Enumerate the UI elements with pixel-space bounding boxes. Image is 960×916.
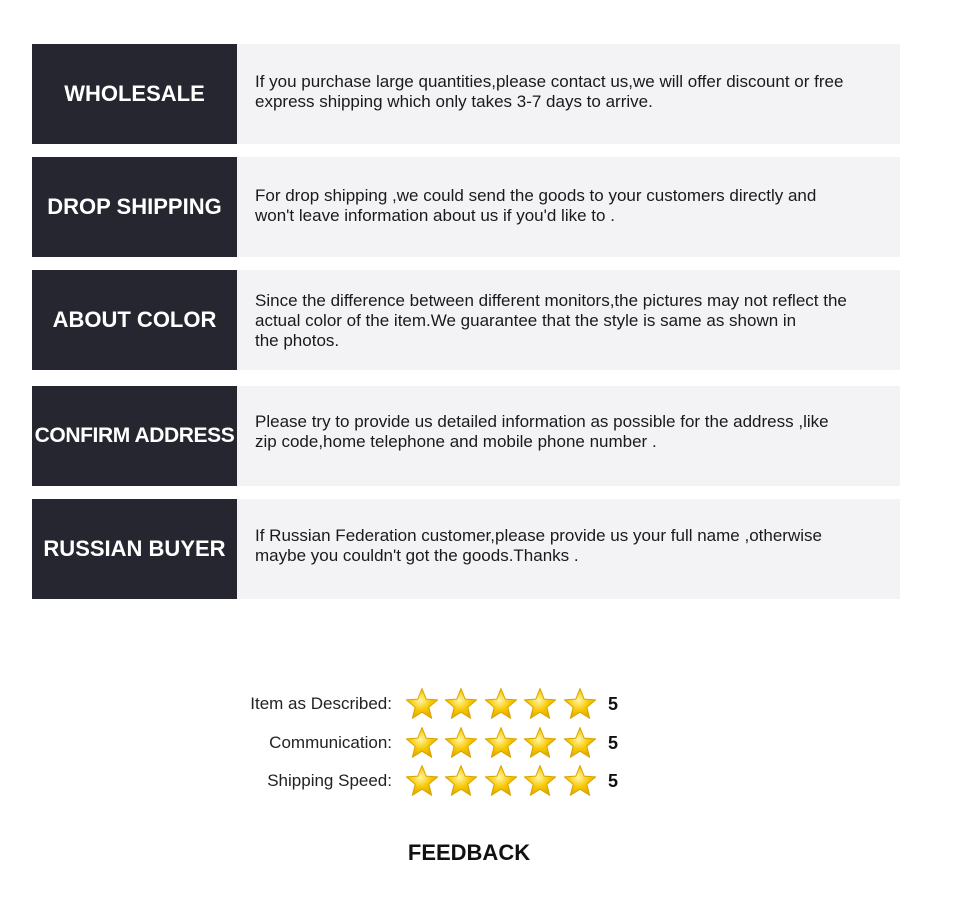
policy-title: CONFIRM ADDRESS (32, 386, 237, 486)
policy-description: If you purchase large quantities,please contact us,we will offer discount or free express shipping which only takes 3-7 days to arrive. (237, 44, 900, 144)
policy-description: For drop shipping ,we could send the goods to your customers directly and won't leave information about us if you'd like to . (237, 157, 900, 257)
rating-value: 5 (608, 771, 619, 791)
rating-label: Shipping Speed: (267, 771, 392, 790)
rating-label: Communication: (269, 733, 392, 752)
star-icon (402, 725, 442, 761)
star-icon (560, 686, 600, 722)
star-rating (402, 763, 600, 799)
star-icon (402, 763, 442, 799)
star-icon (442, 763, 482, 799)
star-icon (402, 686, 442, 722)
star-rating (402, 686, 600, 722)
feedback-title: FEEDBACK (407, 840, 531, 865)
rating-value: 5 (608, 694, 619, 714)
policy-title: DROP SHIPPING (32, 157, 237, 257)
policy-description: If Russian Federation customer,please provide us your full name ,otherwise maybe you couldn't got the goods.Thanks . (237, 499, 900, 599)
policy-row-about-color (32, 270, 900, 370)
star-icon (442, 725, 482, 761)
star-icon (521, 686, 561, 722)
star-icon (521, 725, 561, 761)
policy-row-wholesale (32, 44, 900, 144)
star-icon (560, 763, 600, 799)
rating-row-shipping-speed (0, 763, 960, 799)
rating-label: Item as Described: (250, 694, 392, 713)
rating-row-communication (0, 725, 960, 761)
policy-title: RUSSIAN BUYER (32, 499, 237, 599)
policy-row-drop-shipping (32, 157, 900, 257)
star-icon (481, 725, 521, 761)
rating-row-item-as-described (0, 686, 960, 722)
policy-description: Since the difference between different monitors,the pictures may not reflect the actual color of the item.We guarantee that the style is same as shown in the photos. (237, 270, 900, 370)
star-rating (402, 725, 600, 761)
rating-value: 5 (608, 733, 619, 753)
star-icon (521, 763, 561, 799)
star-icon (481, 763, 521, 799)
policy-title: WHOLESALE (32, 44, 237, 144)
star-icon (560, 725, 600, 761)
star-icon (442, 686, 482, 722)
policy-title: ABOUT COLOR (32, 270, 237, 370)
policy-row-confirm-address (32, 386, 900, 486)
policy-description: Please try to provide us detailed information as possible for the address ,like zip code,home telephone and mobile phone number . (237, 386, 900, 486)
policy-row-russian-buyer (32, 499, 900, 599)
star-icon (481, 686, 521, 722)
